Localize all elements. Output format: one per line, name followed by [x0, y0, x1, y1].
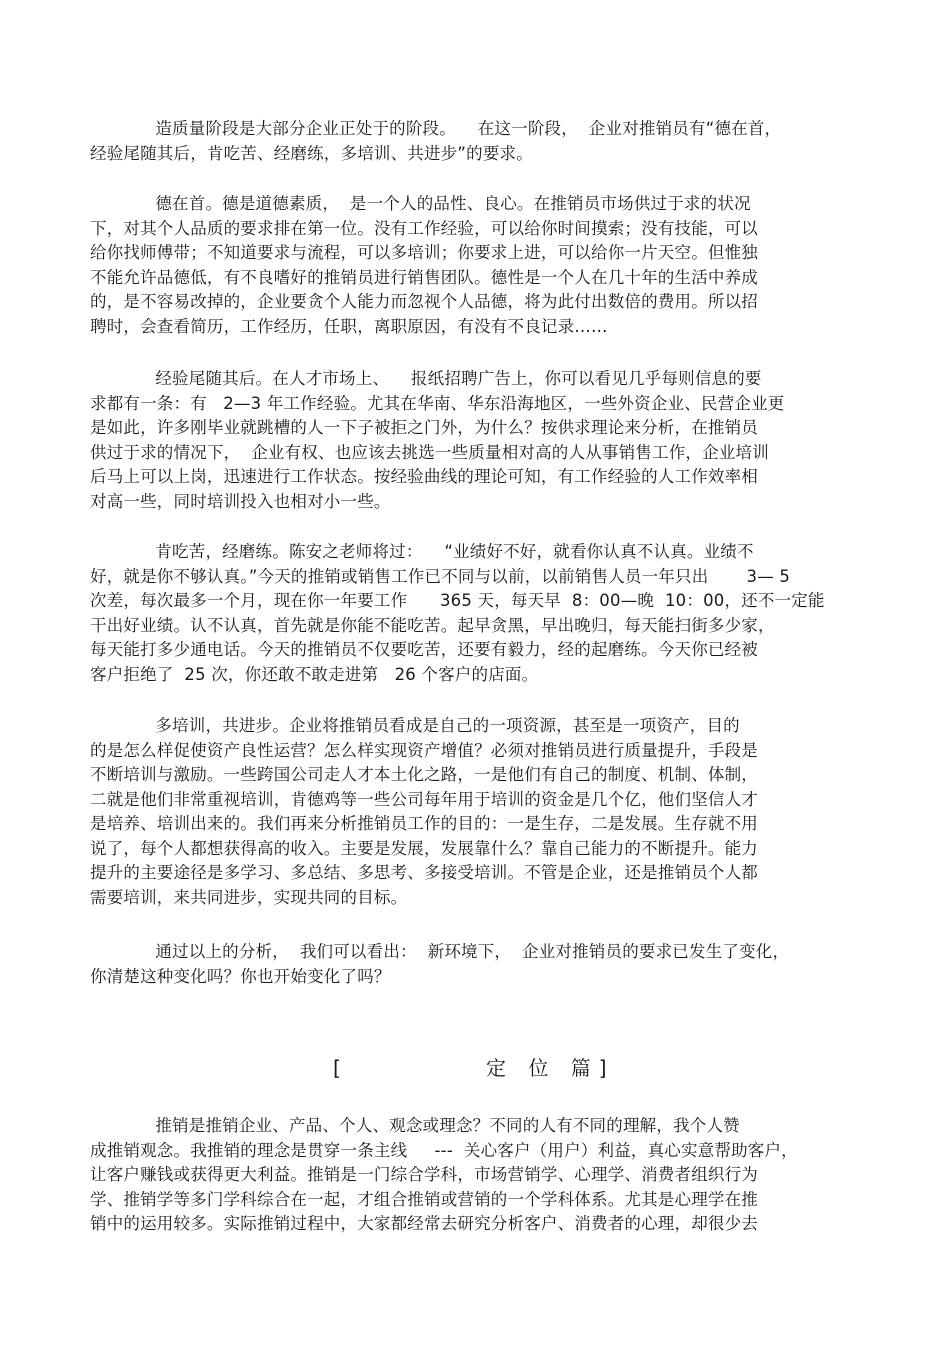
text-line: 通过以上的分析， 我们可以看出： 新环境下， 企业对推销员的要求已发生了变化， [90, 942, 790, 961]
text-line: 经验尾随其后，肯吃苦、经磨练，多培训、共进步”的要求。 [90, 143, 533, 163]
text-line: 学、推销学等多门学科综合在一起，才组合推销或营销的一个学科体系。尤其是心理学在推 [90, 1189, 758, 1209]
text-line: 后马上可以上岗，迅速进行工作状态。按经验曲线的理论可知，有工作经验的人工作效率相 [90, 467, 758, 486]
section-heading-bracket: [ [333, 1056, 341, 1080]
text-line: 德在首。德是道德素质， 是一个人的品性、良心。在推销员市场供过于求的状况 [90, 194, 751, 213]
paragraph-conclusion [90, 940, 860, 989]
text-line: 供过于求的情况下， 企业有权、也应该去挑选一些质量相对高的人从事销售工作，企业培训 [90, 442, 769, 462]
text-line: 的是怎么样促使资产良性运营？怎么样实现资产增值？必须对推销员进行质量提升，手段是 [90, 740, 758, 760]
text-line: 的，是不容易改掉的，企业要贪个人能力而忽视个人品德，将为此付出数倍的费用。所以招 [90, 292, 758, 311]
text-line: 二就是他们非常重视培训，肯德鸡等一些公司每年用于培训的资金是几个亿，他们坚信人才 [90, 789, 758, 809]
text-line: 不能允许品德低，有不良嗜好的推销员进行销售团队。德性是一个人在几十年的生活中养成 [90, 267, 758, 287]
paragraph-training [90, 714, 860, 910]
section-heading [90, 1054, 860, 1082]
text-line: 提升的主要途径是多学习、多总结、多思考、多接受培训。不管是企业，还是推销员个人都 [90, 863, 758, 882]
text-line: 聘时，会查看简历，工作经历，任职，离职原因，有没有不良记录…… [90, 316, 608, 336]
text-line: 销中的运用较多。实际推销过程中，大家都经常去研究分析客户、消费者的心理，却很少去 [90, 1214, 758, 1233]
text-line: 好，就是你不够认真。”今天的推销或销售工作已不同与以前，以前销售人员一年只出 3— 5 [90, 566, 791, 586]
paragraph-positioning [90, 1114, 860, 1237]
text-line: 次差，每次最多一个月，现在你一年要工作 365 天，每天早 8：00—晚 10：00，还不一定能 [90, 591, 825, 610]
text-line: 求都有一条：有 2—3 年工作经验。尤其在华南、华东沿海地区，一些外资企业、民营企业更 [90, 393, 785, 413]
text-line: 每天能打多少通电话。今天的推销员不仅要吃苦，还要有毅力，经的起磨练。今天你已经被 [90, 640, 758, 659]
text-line: 给你找师傅带；不知道要求与流程，可以多培训；你要求上进，可以给你一片天空。但惟独 [90, 243, 758, 262]
text-line: 需要培训，来共同进步，实现共同的目标。 [90, 887, 408, 907]
text-line: 肯吃苦，经磨练。陈安之老师将过： “业绩好不好，就看你认真不认真。业绩不 [90, 542, 754, 561]
text-line: 多培训，共进步。企业将推销员看成是自己的一项资源，甚至是一项资产，目的 [90, 716, 740, 735]
text-line: 经验尾随其后。在人才市场上、 报纸招聘广告上，你可以看见几乎每则信息的要 [90, 369, 762, 388]
paragraph-virtue-first [90, 192, 860, 339]
paragraph-experience [90, 367, 860, 514]
text-line: 说了，每个人都想获得高的收入。主要是发展，发展靠什么？靠自己能力的不断提升。能力 [90, 838, 758, 858]
section-heading-title: 定 位 篇] [486, 1056, 615, 1080]
text-line: 是培养、培训出来的。我们再来分析推销员工作的目的：一是生存，二是发展。生存就不用 [90, 814, 758, 833]
text-line: 成推销观念。我推销的理念是贯穿一条主线 --- 关心客户（用户）利益，真心实意帮助客户， [90, 1140, 798, 1160]
text-line: 推销是推销企业、产品、个人、观念或理念？不同的人有不同的理解，我个人赞 [90, 1116, 740, 1135]
paragraph-quality-stage [90, 117, 860, 166]
text-line: 客户拒绝了 25 次，你还敢不敢走进第 26 个客户的店面。 [90, 664, 539, 684]
paragraph-hardship [90, 540, 860, 687]
text-line: 造质量阶段是大部分企业正处于的阶段。 在这一阶段， 企业对推销员有“德在首， [90, 119, 782, 138]
text-line: 下，对其个人品质的要求排在第一位。没有工作经验，可以给你时间摸索；没有技能，可以 [90, 218, 758, 238]
text-line: 不断培训与激励。一些跨国公司走人才本土化之路，一是他们有自己的制度、机制、体制， [90, 765, 758, 784]
text-line: 干出好业绩。认不认真，首先就是你能不能吃苦。起早贪黑，早出晚归，每天能扫街多少家， [90, 615, 775, 635]
text-line: 对高一些，同时培训投入也相对小一些。 [90, 491, 391, 511]
text-line: 让客户赚钱或获得更大利益。推销是一门综合学科，市场营销学、心理学、消费者组织行为 [90, 1165, 758, 1184]
text-line: 你清楚这种变化吗？你也开始变化了吗？ [90, 966, 391, 986]
text-line: 是如此，许多刚毕业就跳槽的人一下子被拒之门外，为什么？按供求理论来分析，在推销员 [90, 418, 758, 437]
